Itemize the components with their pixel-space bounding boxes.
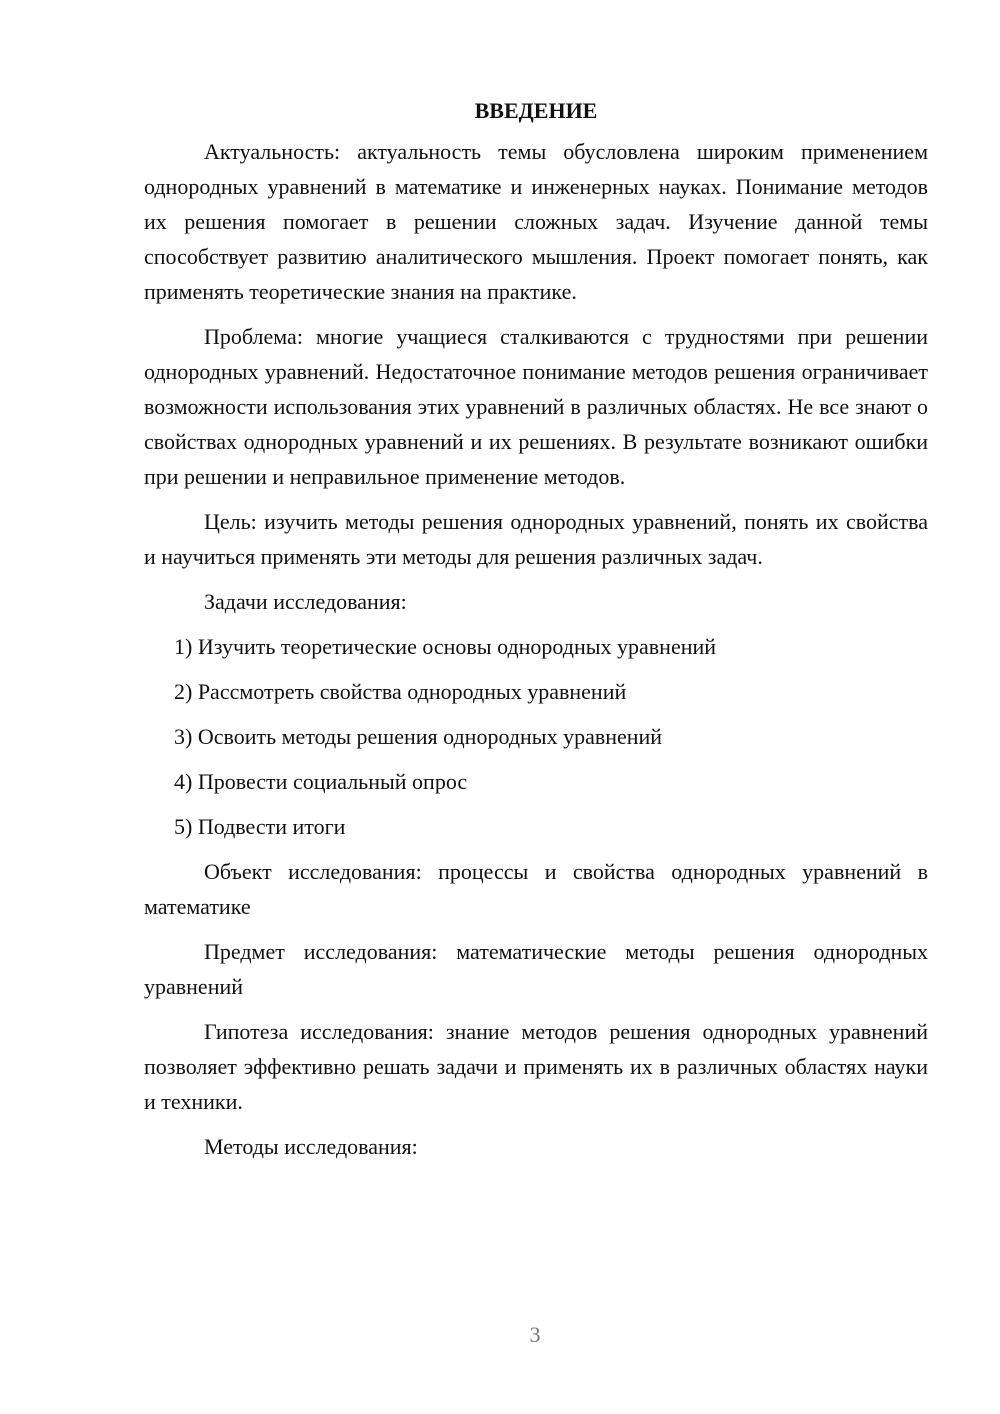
paragraph-subject: Предмет исследования: математические методы решения однородных уравнений <box>144 939 928 999</box>
paragraph-object: Объект исследования: процессы и свойства однородных уравнений в математике <box>144 859 928 919</box>
tasks-list <box>144 629 928 844</box>
paragraph-problem: Проблема: многие учащиеся сталкиваются с трудностями при решении однородных уравнений. Недостаточное понимание методов решения ограничивает возможности использования этих уравнений в различных областях. Не все знают о свойствах однородных уравнений и их решениях. В результате возникают ошибки при решении и неправильное применение методов. <box>144 324 928 489</box>
page-number: 3 <box>529 1322 541 1347</box>
paragraph-hypothesis: Гипотеза исследования: знание методов решения однородных уравнений позволяет эффективно решать задачи и применять их в различных областях науки и техники. <box>144 1019 928 1114</box>
list-item: 3) Освоить методы решения однородных уравнений <box>174 724 663 749</box>
paragraph-relevance: Актуальность: актуальность темы обусловлена широким применением однородных уравнений в математике и инженерных науках. Понимание методов их решения помогает в решении сложных задач. Изучение данной темы способствует развитию аналитического мышления. Проект помогает понять, как применять теоретические знания на практике. <box>144 139 928 304</box>
section-heading: ВВЕДЕНИЕ <box>474 98 598 123</box>
paragraph-tasks-title: Задачи исследования: <box>204 589 407 614</box>
document-page <box>144 93 928 1174</box>
list-item: 2) Рассмотреть свойства однородных уравнений <box>174 679 627 704</box>
list-item: 1) Изучить теоретические основы однородных уравнений <box>174 634 717 659</box>
list-item: 4) Провести социальный опрос <box>174 769 468 794</box>
paragraph-goal: Цель: изучить методы решения однородных уравнений, понять их свойства и научиться применять эти методы для решения различных задач. <box>144 509 928 569</box>
list-item: 5) Подвести итоги <box>174 814 346 839</box>
paragraph-methods-title: Методы исследования: <box>204 1134 418 1159</box>
